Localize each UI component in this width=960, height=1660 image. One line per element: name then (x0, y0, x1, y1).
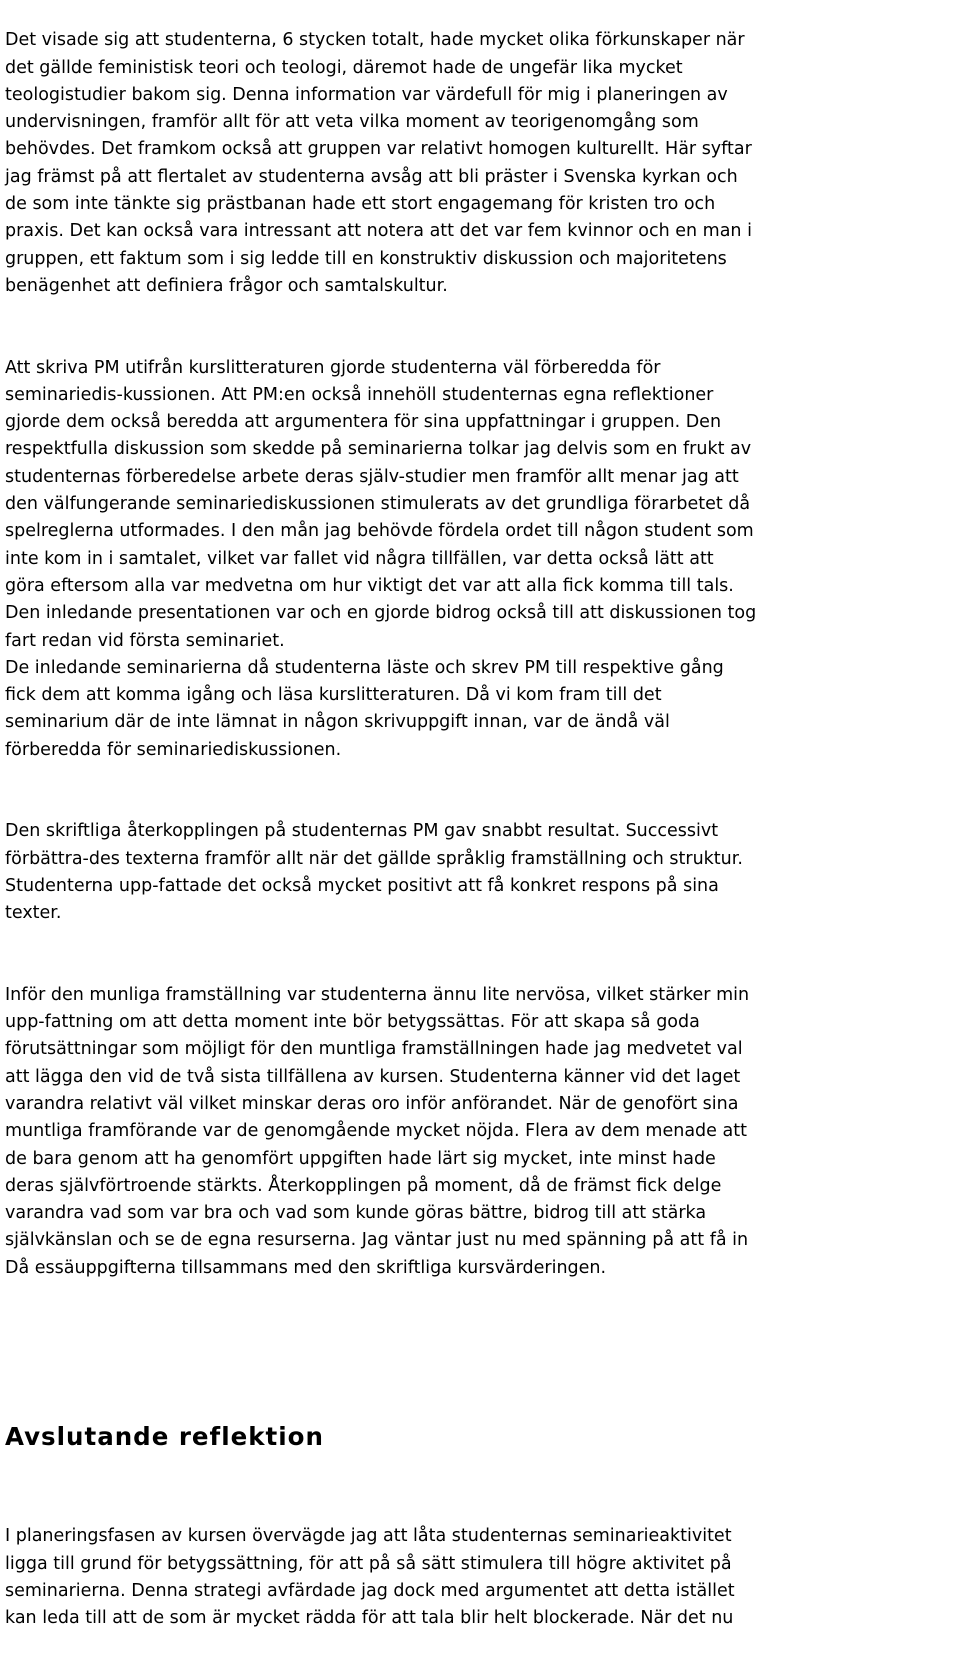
paragraph-oral-presentation: Inför den munliga framställning var studenterna ännu lite nervösa, vilket stärker min upp-fattning om att detta moment inte bör betygssättas. För att skapa så goda förutsättningar som möjligt för den muntliga framställningen hade jag medvetet val att lägga den vid de två sista tillfällena av kursen. Studenterna känner vid det laget varandra relativt väl vilket minskar deras oro inför anförandet. När de genofört sina muntliga framförande var de genomgående mycket nöjda. Flera av dem menade att de bara genom att ha genomfört uppgiften hade lärt sig mycket, inte minst hade deras självförtroende stärkts. Återkopplingen på moment, då de främst fick delge varandra vad som var bra och vad som kunde göras bättre, bidrog till att stärka självkänslan och se de egna resurserna. Jag väntar just nu med spänning på att få in Då essäuppgifterna tillsammans med den skriftliga kursvärderingen. (5, 984, 750, 1278)
document-body (5, 0, 955, 1660)
section-heading: Avslutande reflektion (5, 1421, 324, 1451)
paragraph-pm-seminars: Att skriva PM utifrån kurslitteraturen gjorde studenterna väl förberedda för seminariedis-kussionen. Att PM:en också innehöll studenternas egna reflektioner gjorde dem också beredda att argumentera för sina uppfattningar i gruppen. Den respektfulla diskussion som skedde på seminarierna tolkar jag delvis som en frukt av studenternas förberedelse arbete deras själv-studier men framför allt menar jag att den välfungerande seminariediskussionen stimulerats av det grundliga förarbetet då spelreglerna utformades. I den mån jag behövde fördela ordet till någon student som inte kom in i samtalet, vilket var fallet vid några tillfällen, var detta också lätt att göra eftersom alla var medvetna om hur viktigt det var att alla fick komma till tals. Den inledande presentationen var och en gjorde bidrog också till att diskussionen tog fart redan vid första seminariet. De inledande seminarierna då studenterna läste och skrev PM till respektive gång fick dem att komma igång och läsa kurslitteraturen. Då vi kom fram till det seminarium där de inte lämnat in någon skrivuppgift innan, var de ändå väl förberedda för seminariediskussionen. (5, 357, 757, 760)
paragraph-final-reflection: I planeringsfasen av kursen övervägde jag att låta studenternas seminarieaktivitet ligga till grund för betygssättning, för att på så sätt stimulera till högre aktivitet på seminarierna. Denna strategi avfärdade jag dock med argumentet att detta istället kan leda till att de som är mycket rädda för att tala blir helt blockerade. När det nu (5, 1526, 735, 1629)
paragraph-written-feedback: Den skriftliga återkopplingen på studenternas PM gav snabbt resultat. Successivt förbättra-des texterna framför allt när det gällde språklig framställning och struktur. Studenterna upp-fattade det också mycket positivt att få konkret respons på sina texter. (5, 821, 743, 924)
paragraph-student-background: Det visade sig att studenterna, 6 stycken totalt, hade mycket olika förkunskaper när det gällde feministisk teori och teologi, däremot hade de ungefär lika mycket teologistudier bakom sig. Denna information var värdefull för mig i planeringen av undervisningen, framför allt för att veta vilka moment av teorigenomgång som behövdes. Det framkom också att gruppen var relativt homogen kulturellt. Här syftar jag främst på att flertalet av studenterna avsåg att bli präster i Svenska kyrkan och de som inte tänkte sig prästbanan hade ett stort engagemang för kristen tro och praxis. Det kan också vara intressant att notera att det var fem kvinnor och en man i gruppen, ett faktum som i sig ledde till en konstruktiv diskussion och majoritetens benägenhet att definiera frågor och samtalskultur. (5, 30, 752, 296)
heading-spacer (5, 1482, 955, 1496)
